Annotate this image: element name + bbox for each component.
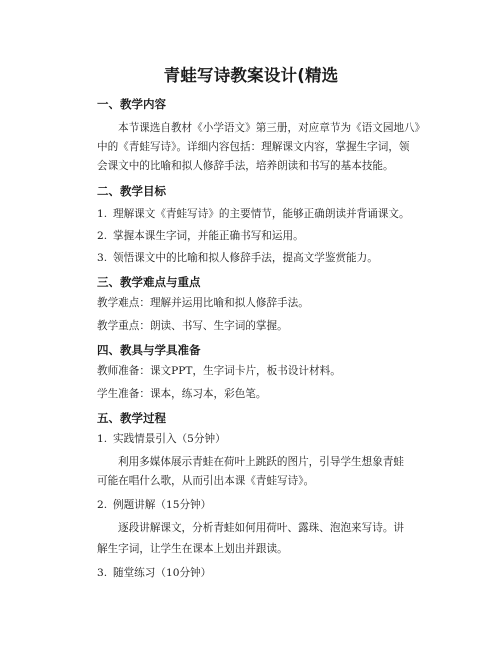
- paragraph-line: 利用多媒体展示青蛙在荷叶上跳跃的图片，引导学生想象青蛙: [118, 456, 405, 468]
- list-item: [97, 229, 304, 243]
- process-step-title: [97, 566, 211, 580]
- step-title: 实践情景引入（5分钟）: [113, 433, 226, 445]
- section-heading-objectives: 二、教学目标: [97, 184, 166, 198]
- list-item-number: 2.: [97, 230, 108, 242]
- paragraph-line: 教师准备：课文PPT，生字词卡片，板书设计材料。: [97, 365, 341, 377]
- step-title: 随堂练习（10分钟）: [113, 567, 212, 579]
- process-step-title: [97, 432, 226, 446]
- paragraph-line: 逐段讲解课文，分析青蛙如何用荷叶、露珠、泡泡来写诗。讲: [118, 522, 405, 534]
- paragraph-line: 本节课选自教材《小学语文》第三册，对应章节为《语文园地八》: [118, 122, 426, 134]
- step-number: 2.: [97, 499, 108, 511]
- list-item-text: 领悟课文中的比喻和拟人修辞手法，提高文学鉴赏能力。: [113, 252, 378, 264]
- paragraph-line: 教学难点：理解并运用比喻和拟人修辞手法。: [97, 297, 309, 309]
- document-title: 青蛙写诗教案设计(精选: [163, 66, 339, 85]
- paragraph-line: 可能在唱什么歌，从而引出本课《青蛙写诗》。: [97, 475, 315, 487]
- paragraph-line: 教学重点：朗读、书写、生字词的掌握。: [97, 320, 288, 332]
- paragraph-line: 中的《青蛙写诗》。详细内容包括：理解课文内容，掌握生字词，领: [97, 141, 410, 153]
- section-heading-materials: 四、教具与学具准备: [97, 343, 201, 357]
- paragraph-line: 学生准备：课本，练习本，彩色笔。: [97, 388, 267, 400]
- paragraph-line: 会课文中的比喻和拟人修辞手法，培养朗读和书写的基本技能。: [97, 160, 394, 172]
- list-item-number: 3.: [97, 252, 108, 264]
- list-item-text: 掌握本课生字词，并能正确书写和运用。: [113, 230, 304, 242]
- section-heading-content: 一、教学内容: [97, 97, 166, 111]
- list-item-text: 理解课文《青蛙写诗》的主要情节，能够正确朗读并背诵课文。: [113, 208, 410, 220]
- paragraph-line: 解生字词，让学生在课本上划出并跟读。: [97, 543, 288, 555]
- step-number: 3.: [97, 567, 108, 579]
- step-title: 例题讲解（15分钟）: [113, 499, 212, 511]
- list-item: [97, 251, 378, 265]
- section-heading-difficulties: 三、教学难点与重点: [97, 275, 201, 289]
- section-heading-process: 五、教学过程: [97, 411, 166, 425]
- step-number: 1.: [97, 433, 108, 445]
- list-item-number: 1.: [97, 208, 108, 220]
- list-item: [97, 207, 410, 221]
- process-step-title: [97, 498, 211, 512]
